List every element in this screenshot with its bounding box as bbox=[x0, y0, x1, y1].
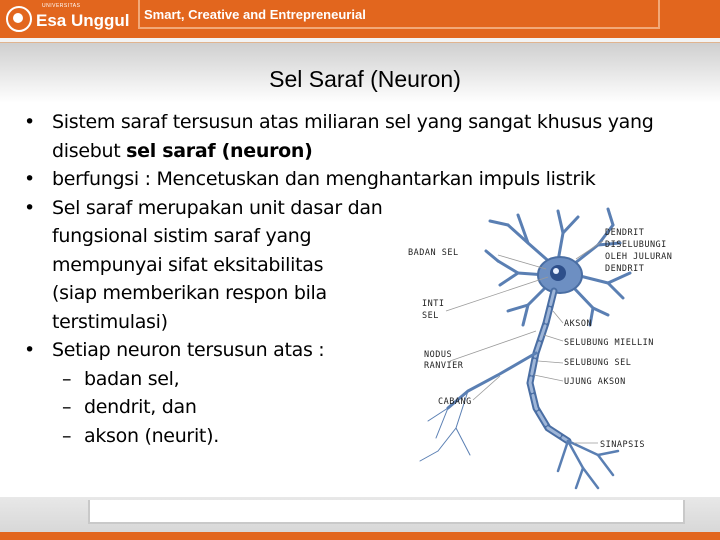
label-nodus-ranvier: NODUS bbox=[424, 350, 453, 360]
sub-bullet-text: akson (neurit). bbox=[84, 424, 219, 447]
logo-name: Esa Unggul bbox=[36, 11, 130, 30]
label-dendrit: OLEH JULURAN bbox=[605, 252, 673, 262]
bullet-dot: • bbox=[24, 168, 35, 190]
bullet-dot: • bbox=[24, 111, 35, 133]
label-akson: AKSON bbox=[564, 319, 593, 329]
label-inti-sel: INTI bbox=[422, 299, 445, 309]
footer-bar bbox=[0, 532, 720, 540]
nucleolus bbox=[553, 268, 559, 274]
label-ujung-akson: UJUNG AKSON bbox=[564, 377, 626, 387]
bullet-dot: • bbox=[24, 339, 35, 361]
label-dendrit: DENDRIT bbox=[605, 228, 645, 238]
logo-subtitle: UNIVERSITAS bbox=[42, 3, 81, 9]
bullet-line: mempunyai sifat eksitabilitas bbox=[52, 253, 324, 276]
bullet-item bbox=[24, 108, 684, 165]
bullet-line: fungsional sistim saraf yang bbox=[52, 225, 312, 247]
bullet-bold-text: sel saraf (neuron) bbox=[126, 139, 313, 162]
bullet-line: terstimulasi) bbox=[52, 310, 168, 333]
bullet-text: Sistem saraf tersusun atas miliaran sel yang sangat khusus yang disebut bbox=[52, 111, 654, 162]
sub-bullet-dash: – bbox=[62, 396, 72, 418]
sub-bullet-text: dendrit, dan bbox=[84, 396, 197, 418]
label-sinapsis: SINAPSIS bbox=[600, 440, 645, 450]
bullet-dot: • bbox=[24, 196, 35, 219]
neuron-diagram bbox=[408, 203, 708, 493]
sub-bullet-dash: – bbox=[62, 367, 72, 390]
sub-bullet-dash: – bbox=[62, 424, 72, 447]
label-nodus-ranvier: RANVIER bbox=[424, 361, 464, 371]
label-selubung-miellin: SELUBUNG MIELLIN bbox=[564, 338, 654, 348]
label-selubung-sel: SELUBUNG SEL bbox=[564, 358, 632, 368]
bullet-item bbox=[24, 165, 684, 194]
bullet-text: Setiap neuron tersusun atas : bbox=[52, 339, 325, 361]
logo-emblem-icon bbox=[6, 6, 32, 32]
label-inti-sel: SEL bbox=[422, 311, 439, 321]
label-cabang: CABANG bbox=[438, 397, 472, 407]
bullet-line: (siap memberikan respon bila bbox=[52, 282, 327, 304]
label-badan-sel: BADAN SEL bbox=[408, 248, 459, 258]
neuron-illustration bbox=[408, 203, 708, 493]
label-dendrit: DENDRIT bbox=[605, 264, 645, 274]
footer-frame bbox=[88, 500, 685, 524]
label-dendrit: DISELUBUNGI bbox=[605, 240, 667, 250]
bullet-line: Sel saraf merupakan unit dasar dan bbox=[52, 196, 383, 219]
bullet-text: berfungsi : Mencetuskan dan menghantarkan impuls listrik bbox=[52, 168, 596, 190]
header-tagline: Smart, Creative and Entrepreneurial bbox=[144, 7, 366, 22]
sub-bullet-text: badan sel, bbox=[84, 367, 180, 390]
slide-title: Sel Saraf (Neuron) bbox=[269, 66, 461, 92]
